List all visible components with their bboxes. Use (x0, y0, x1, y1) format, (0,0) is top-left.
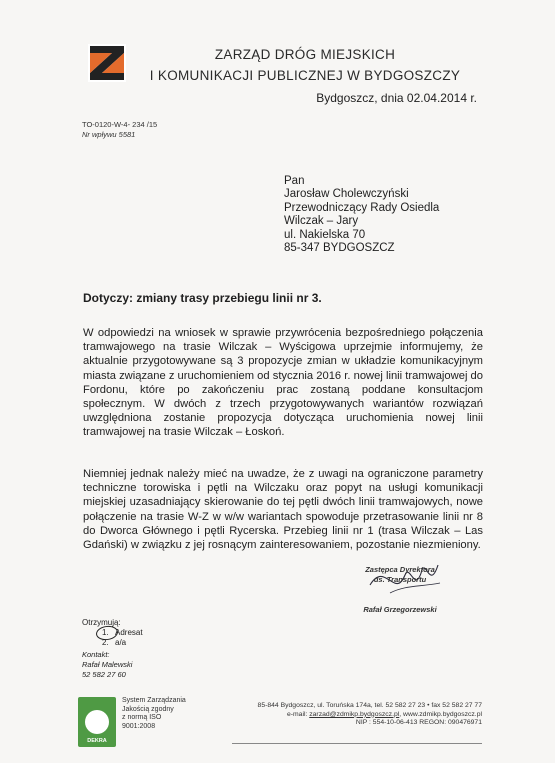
recipient-name: Jarosław Cholewczyński (284, 188, 409, 201)
certificate-seal-icon (85, 710, 109, 734)
recipients-item: 1. Adresat (102, 628, 143, 637)
recipient-address (284, 175, 439, 255)
z-logo-icon (88, 44, 126, 82)
contact-phone: 52 582 27 60 (82, 670, 126, 679)
contact-label: Kontakt: (82, 650, 110, 659)
organization-name (140, 44, 470, 86)
entry-number: Nr wpływu 5581 (82, 130, 136, 139)
recipient-city: 85-347 BYDGOSZCZ (284, 242, 395, 255)
footer-address: 85-844 Bydgoszcz, ul. Toruńska 174a, tel. 52 582 27 23 • fax 52 582 27 77 (257, 702, 482, 709)
reference-number: TO-0120-W-4- 234 /15 (82, 120, 158, 129)
org-line-1: ZARZĄD DRÓG MIEJSKICH (214, 47, 396, 62)
letter-date: Bydgoszcz, dnia 02.04.2014 r. (316, 91, 477, 105)
signature-position: Zastępca Dyrektora (365, 565, 435, 574)
body-paragraph-1: W odpowiedzi na wniosek w sprawie przywrócenia bezpośredniego połączenia tramwajowego na trasie Wilczak – Wyścigowa uprzejmie informujemy, że aktualnie przygotowywane są 3 propozycje zmian w układzie komunikacyjnym miasta związane z uruchomieniem od stycznia 2016 r. nowej linii tramwajowej do Fordonu, które po zakończeniu prac zostaną poddane konsultacjom społecznym. W dwóch z trzech przygotowywanych wariantów rozwiązań uwzględniona zostanie propozycja dotycząca uruchomienia nowej linii tramwajowej na trasie Wilczak – Łoskoń. (83, 327, 483, 439)
quality-system-text: System Zarządzania Jakością zgodny z normą ISO 9001:2008 (122, 697, 186, 730)
recipient-title: Pan (284, 175, 305, 187)
letter-footer (258, 702, 482, 728)
reference-block (82, 120, 157, 140)
signature-name: Rafał Grzegorzewski (363, 605, 437, 614)
recipient-role-2: Wilczak – Jary (284, 215, 359, 228)
recipient-role: Przewodniczący Rady Osiedla (284, 201, 440, 214)
recipient-street: ul. Nakielska 70 (284, 228, 366, 241)
dekra-certificate-icon (78, 697, 116, 747)
recipients-header: Otrzymują: (82, 618, 121, 627)
org-line-2: I KOMUNIKACJI PUBLICZNEJ W BYDGOSZCZY (149, 68, 461, 83)
footer-divider (232, 743, 482, 744)
contact-name: Rafał Malewski (82, 660, 133, 669)
website-link[interactable]: , www.zdmikp.bydgoszcz.pl (399, 710, 482, 718)
recipients-item: 2. a/a (102, 638, 127, 647)
email-link[interactable]: zarzad@zdmikp.bydgoszcz.pl (309, 710, 400, 718)
footer-contact-line: e-mail: zarzad@zdmikp.bydgoszcz.pl, www.zdmikp.bydgoszcz.pl (286, 710, 482, 718)
footer-ids: NIP : 554-10-06-413 REGON: 090476971 (355, 719, 482, 727)
contact-block (82, 650, 132, 680)
signature-department: ds. Transportu (373, 575, 427, 584)
signature-stamp (330, 565, 470, 615)
body-paragraph-2: Niemniej jednak należy mieć na uwadze, że z uwagi na ograniczone parametry techniczne torowiska i pętli na Wilczaku oraz popyt na usługi komunikacji miejskiej uzasadniający skierowanie do tej pętli dwóch linii tramwajowych, nowe połączenie na trasie W-Z w w/w wariantach spowoduje przetrasowanie linii nr 8 do Dworca Głównego i pętli Rycerska. Przebieg linii nr 1 (trasa Wilczak – Las Gdański) w związku z jej rosnącym zainteresowaniem, pozostanie niezmieniony. (83, 468, 483, 552)
letter-subject: Dotyczy: zmiany trasy przebiegu linii nr 3. (83, 291, 322, 305)
certificate-badge-label: DEKRA (87, 738, 107, 744)
